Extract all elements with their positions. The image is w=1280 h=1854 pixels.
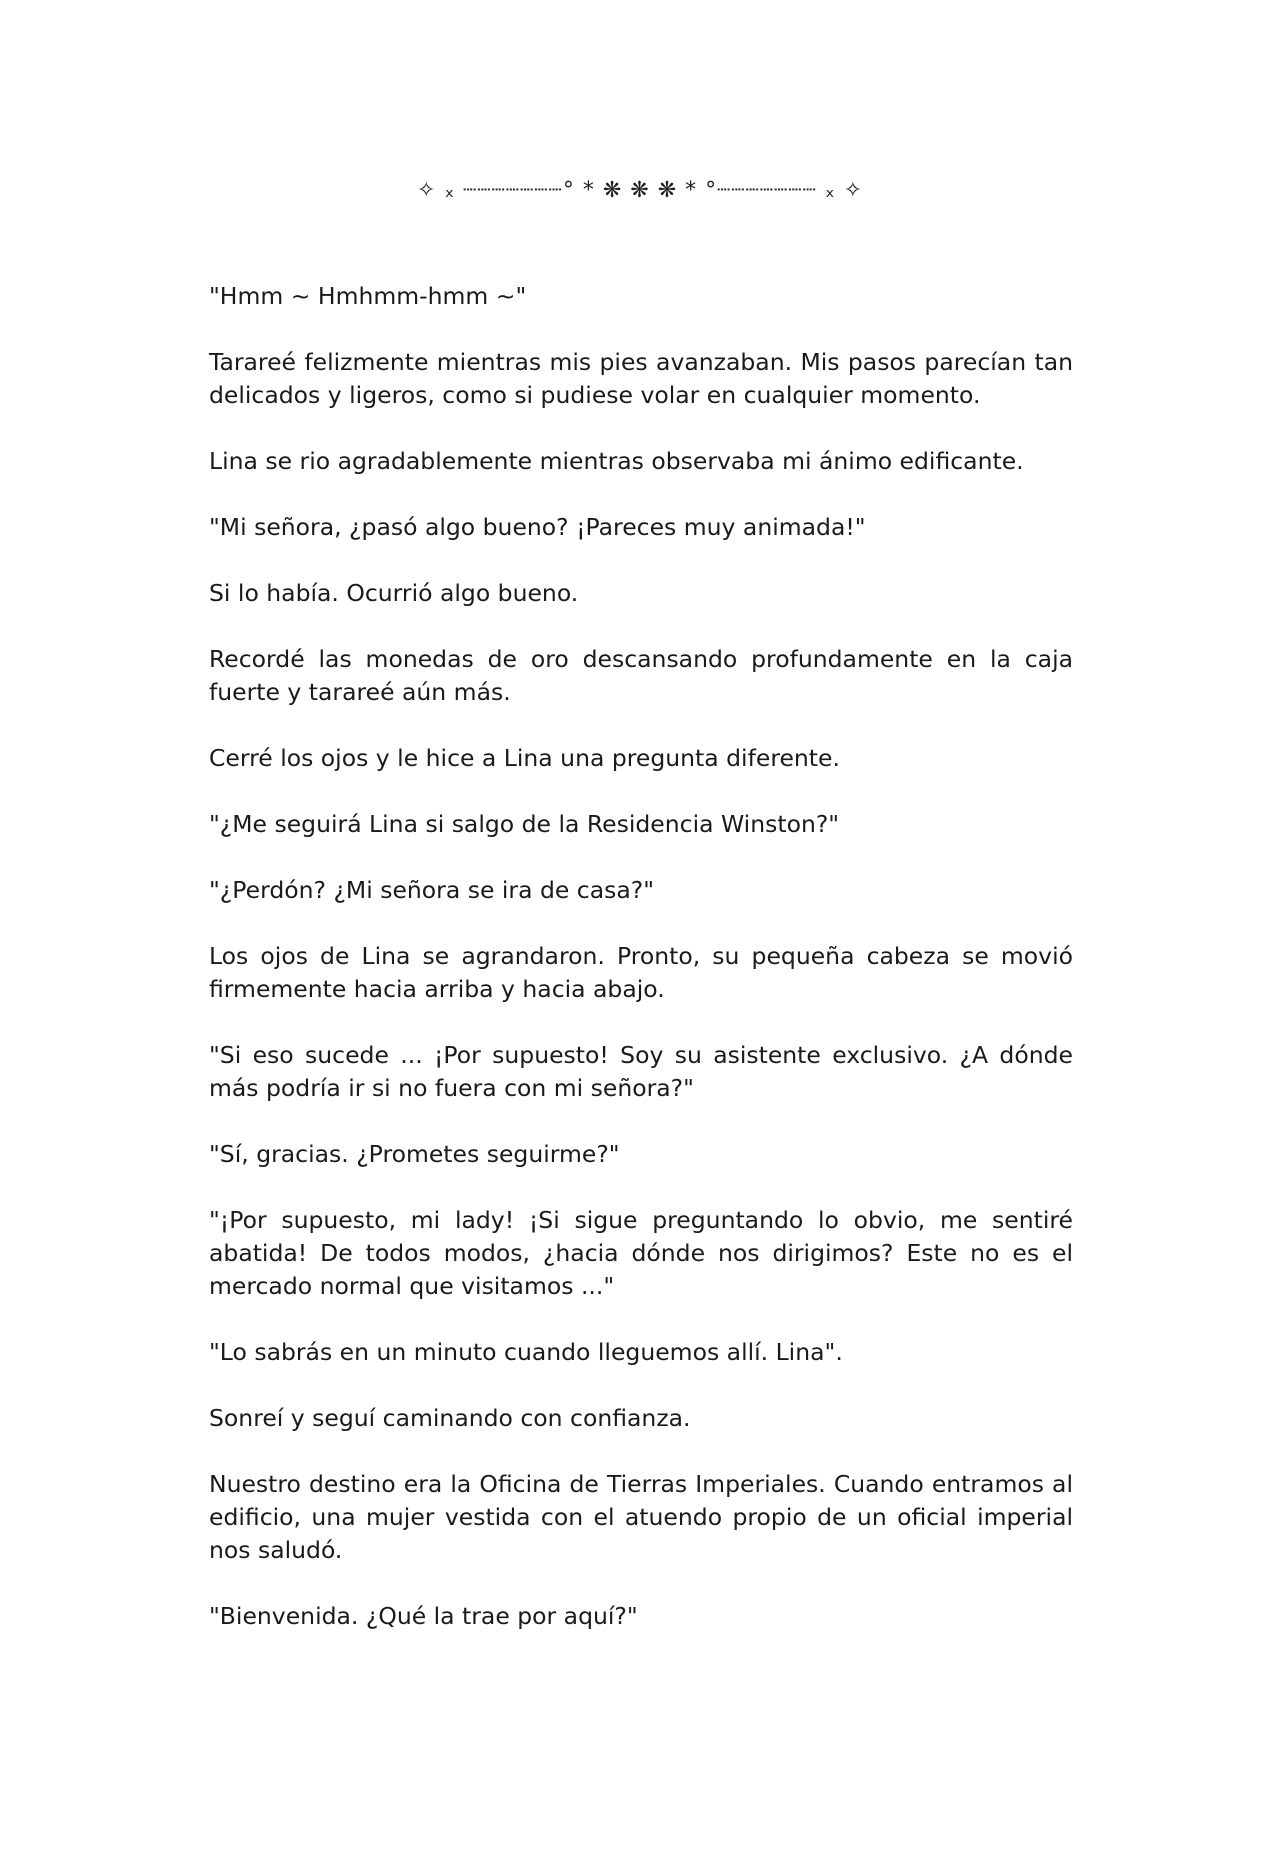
paragraph: "Hmm ~ Hmhmm-hmm ~" [209,282,527,310]
paragraph: "Bienvenida. ¿Qué la trae por aquí?" [209,1602,638,1630]
paragraph: Nuestro destino era la Oficina de Tierras Imperiales. Cuando entramos al edificio, una mujer vestida con el atuendo propio de un oficial imperial nos saludó. [209,1470,1073,1564]
paragraph: "¡Por supuesto, mi lady! ¡Si sigue preguntando lo obvio, me sentiré abatida! De todos modos, ¿hacia dónde nos dirigimos? Este no es el mercado normal que visitamos ..." [209,1206,1073,1300]
paragraph: Recordé las monedas de oro descansando profundamente en la caja fuerte y tarareé aún más. [209,645,1073,706]
paragraph: "Mi señora, ¿pasó algo bueno? ¡Pareces muy animada!" [209,513,866,541]
document-body [209,280,1073,1666]
paragraph: Tarareé felizmente mientras mis pies avanzaban. Mis pasos parecían tan delicados y ligeros, como si pudiese volar en cualquier momento. [209,348,1073,409]
section-divider-ornament: ✧ ₓ ┈┈┈┈┈┈┈° * ❋ ❋ ❋ * °┈┈┈┈┈┈┈ ₓ ✧ [416,178,864,203]
paragraph: Sonreí y seguí caminando con confianza. [209,1404,691,1432]
paragraph: Lina se rio agradablemente mientras observaba mi ánimo edificante. [209,447,1024,475]
paragraph: "¿Me seguirá Lina si salgo de la Residencia Winston?" [209,810,840,838]
paragraph: Si lo había. Ocurrió algo bueno. [209,579,579,607]
paragraph: Los ojos de Lina se agrandaron. Pronto, su pequeña cabeza se movió firmemente hacia arriba y hacia abajo. [209,942,1073,1003]
paragraph: "Sí, gracias. ¿Prometes seguirme?" [209,1140,620,1168]
paragraph: Cerré los ojos y le hice a Lina una pregunta diferente. [209,744,840,772]
paragraph: "Si eso sucede ... ¡Por supuesto! Soy su asistente exclusivo. ¿A dónde más podría ir si no fuera con mi señora?" [209,1041,1073,1102]
paragraph: "Lo sabrás en un minuto cuando lleguemos allí. Lina". [209,1338,843,1366]
paragraph: "¿Perdón? ¿Mi señora se ira de casa?" [209,876,655,904]
